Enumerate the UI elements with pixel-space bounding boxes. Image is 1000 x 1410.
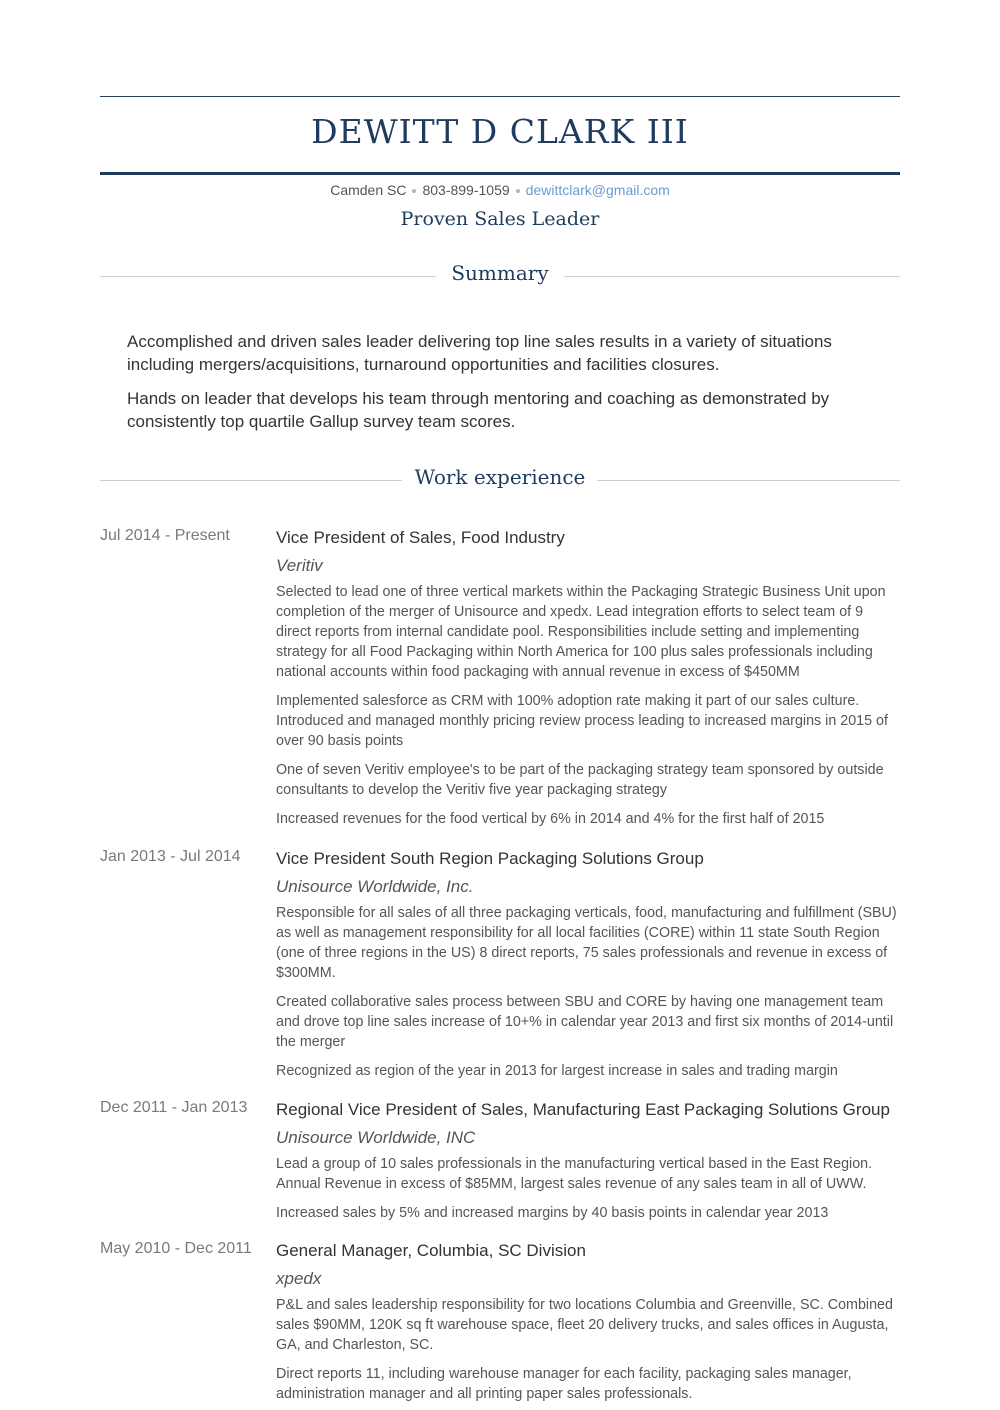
- job-company: Unisource Worldwide, Inc.: [276, 877, 474, 896]
- summary-paragraph: Accomplished and driven sales leader delivering top line sales results in a variety of situations including mergers/acquisitions, turnaround opportunities and facilities closures.: [127, 332, 832, 374]
- candidate-name: DEWITT D CLARK III: [311, 112, 689, 151]
- contact-line: [100, 182, 900, 198]
- job-dates: Dec 2011 - Jan 2013: [100, 1099, 248, 1116]
- job-body: [276, 1240, 900, 1404]
- job-details: [276, 903, 900, 1081]
- summary-heading: [100, 261, 900, 291]
- job-detail: Created collaborative sales process between SBU and CORE by having one management team and drove top line sales increase of 10+% in calendar year 2013 and first six months of 2014-until the merger: [276, 994, 894, 1050]
- divider: [564, 276, 900, 277]
- section-title: Summary: [451, 261, 549, 285]
- job-title: Vice President South Region Packaging Solutions Group: [276, 849, 704, 868]
- divider: [597, 480, 900, 481]
- job-detail: Increased sales by 5% and increased margins by 40 basis points in calendar year 2013: [276, 1205, 829, 1221]
- job-body: [276, 1099, 900, 1223]
- job-company: Unisource Worldwide, INC: [276, 1128, 476, 1147]
- job-dates: Jul 2014 - Present: [100, 527, 230, 544]
- job-detail: Responsible for all sales of all three packaging verticals, food, manufacturing and fulfillment (SBU) as well as management responsibility for all local facilities (CORE) within 11 state South Region (one of three regions in the US) 8 direct reports, 75 sales professionals and revenue in excess of $300MM.: [276, 905, 897, 981]
- job-detail: Recognized as region of the year in 2013 for largest increase in sales and trading margin: [276, 1063, 838, 1079]
- job-details: [276, 582, 900, 829]
- experience-heading: [100, 465, 900, 495]
- job-dates: Jan 2013 - Jul 2014: [100, 848, 241, 865]
- job-company: Veritiv: [276, 556, 323, 575]
- job-dates: May 2010 - Dec 2011: [100, 1240, 252, 1257]
- section-title: Work experience: [414, 465, 586, 489]
- job-details: [276, 1154, 900, 1223]
- job-detail: One of seven Veritiv employee's to be part of the packaging strategy team sponsored by outside consultants to develop the Veritiv five year packaging strategy: [276, 762, 884, 798]
- job-company: xpedx: [276, 1269, 322, 1288]
- job-detail: Lead a group of 10 sales professionals in the manufacturing vertical based in the East Region. Annual Revenue in excess of $85MM, largest sales revenue of any sales team in all of UWW.: [276, 1156, 873, 1192]
- job-body: [276, 848, 900, 1081]
- location: Camden SC: [330, 182, 407, 198]
- job-detail: Direct reports 11, including warehouse manager for each facility, packaging sales manager, administration manager and all printing paper sales professionals.: [276, 1366, 852, 1402]
- job-detail: Increased revenues for the food vertical by 6% in 2014 and 4% for the first half of 2015: [276, 811, 825, 827]
- summary-paragraph: Hands on leader that develops his team through mentoring and coaching as demonstrated by consistently top quartile Gallup survey team scores.: [127, 389, 830, 431]
- job-detail: P&L and sales leadership responsibility for two locations Columbia and Greenville, SC. Combined sales $90MM, 120K sq ft warehouse space, fleet 20 delivery trucks, and sales offices in Augusta, GA, and Charleston, SC.: [276, 1297, 893, 1353]
- separator-dot-icon: [412, 189, 416, 193]
- job-title: Regional Vice President of Sales, Manufacturing East Packaging Solutions Group: [276, 1100, 890, 1119]
- job-body: [276, 527, 900, 829]
- separator-dot-icon: [516, 189, 520, 193]
- job-title: General Manager, Columbia, SC Division: [276, 1241, 586, 1260]
- name-underline: [100, 172, 900, 175]
- top-rule: [100, 96, 900, 97]
- headline: Proven Sales Leader: [400, 208, 600, 230]
- job-title: Vice President of Sales, Food Industry: [276, 528, 565, 547]
- job-details: [276, 1295, 900, 1404]
- email-link[interactable]: dewittclark@gmail.com: [525, 182, 670, 198]
- job-detail: Implemented salesforce as CRM with 100% adoption rate making it part of our sales culture. Introduced and managed monthly pricing review process leading to increased margins in 2015 of over 90 basis points: [276, 693, 888, 749]
- phone: 803-899-1059: [422, 182, 510, 198]
- job-detail: Selected to lead one of three vertical markets within the Packaging Strategic Business Unit upon completion of the merger of Unisource and xpedx. Lead integration efforts to select team of 9 direct reports from internal candidate pool. Responsibilities include setting and implementing strategy for all Food Packaging within North America for 100 plus sales professionals including national accounts within food packaging with annual revenue in excess of $450MM: [276, 584, 886, 680]
- summary-text: [127, 330, 847, 444]
